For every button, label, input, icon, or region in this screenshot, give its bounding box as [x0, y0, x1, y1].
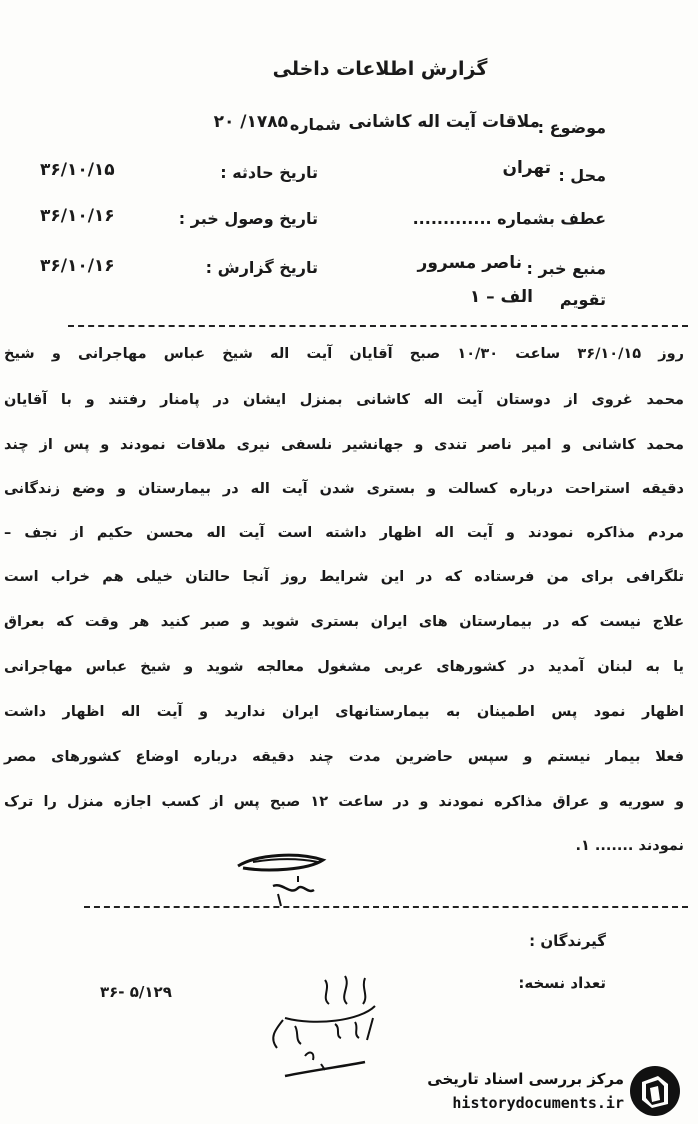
body-line: علاج نیست که در بیمارستان های ایران بستری شوید و صبر کنید هر وقت که بعراق — [4, 614, 684, 630]
body-line: محمد غروی از دوستان آیت اله کاشانی بمنزل ایشان در پامنار رفتند و با آقایان — [4, 392, 684, 408]
body-line: اظهار نمود پس اطمینان به بیمارستانهای ایران ندارید و آیت اله اظهار داشت — [4, 704, 684, 720]
location-label: محل : — [558, 166, 606, 185]
body-line: و سوریه و عراق مذاکره نمودند و در ساعت ۱۲ صبح پس از کسب اجازه منزل را ترک — [4, 794, 684, 810]
body-line: مردم مذاکره نمودند و آیت اله اظهار داشته است آیت اله محسن حکیم از نجف – — [4, 525, 684, 541]
rating-label: تقویم — [559, 290, 606, 309]
incident-date-label: تاریخ حادثه : — [220, 163, 318, 182]
subject-label: موضوع : — [537, 118, 606, 137]
body-line: محمد کاشانی و امیر ناصر تندی و جهانشیر نلسفی نیری ملاقات نمودند و پس از چند — [4, 437, 684, 453]
watermark-website: historydocuments.ir — [452, 1094, 624, 1112]
report-date-label: تاریخ گزارش : — [205, 258, 318, 277]
subject-value: ملاقات آیت اله کاشانی — [348, 112, 540, 132]
reference-label: عطف بشماره ............. — [412, 209, 606, 228]
number-value: ۱۷۸۵/ ۲۰ — [213, 112, 288, 132]
file-code: ۳۶- ۵/۱۲۹ — [100, 983, 172, 1001]
number-label: شماره — [289, 115, 341, 134]
handwritten-annotation — [255, 966, 385, 1084]
document-title: گزارش اطلاعات داخلی — [272, 58, 488, 80]
body-line: فعلا بیمار نیستم و سپس حاضرین مدت چند دقیقه درباره اوضاع کشورهای مصر — [4, 749, 684, 765]
source-value: ناصر مسرور — [417, 253, 522, 273]
recipients-label: گیرندگان : — [529, 932, 606, 950]
watermark-logo-icon — [628, 1064, 682, 1118]
report-date-value: ۳۶/۱۰/۱۶ — [40, 256, 115, 276]
body-line: تلگرافی برای من فرستاده که در این شرایط روز آنجا حالتان خیلی هم خراب است — [4, 569, 684, 585]
incident-date-value: ۳۶/۱۰/۱۵ — [40, 160, 115, 180]
location-value: تهران — [502, 158, 551, 178]
footer-separator — [84, 906, 688, 908]
body-line: نمودند ....... ۱. — [575, 838, 684, 854]
source-label: منبع خبر : — [526, 259, 606, 278]
rating-value: الف – ۱ — [469, 287, 533, 307]
header-separator — [68, 325, 688, 327]
copies-label: تعداد نسخه: — [518, 974, 606, 992]
received-date-label: تاریخ وصول خبر : — [178, 209, 318, 228]
body-line: روز ۳۶/۱۰/۱۵ ساعت ۱۰/۳۰ صبح آقایان آیت اله شیخ عباس مهاجرانی و شیخ — [4, 346, 684, 362]
body-line: یا به لبنان آمدید در کشورهای عربی مشغول معالجه شوید و شیخ عباس مهاجرانی — [4, 659, 684, 675]
signature-scribble — [228, 846, 348, 912]
body-line: دقیقه استراحت درباره کسالت و بستری شدن آیت اله در بیمارستان و وضع زندگانی — [4, 481, 684, 497]
watermark-center-name: مرکز بررسی اسناد تاریخی — [427, 1070, 624, 1088]
received-date-value: ۳۶/۱۰/۱۶ — [40, 206, 115, 226]
